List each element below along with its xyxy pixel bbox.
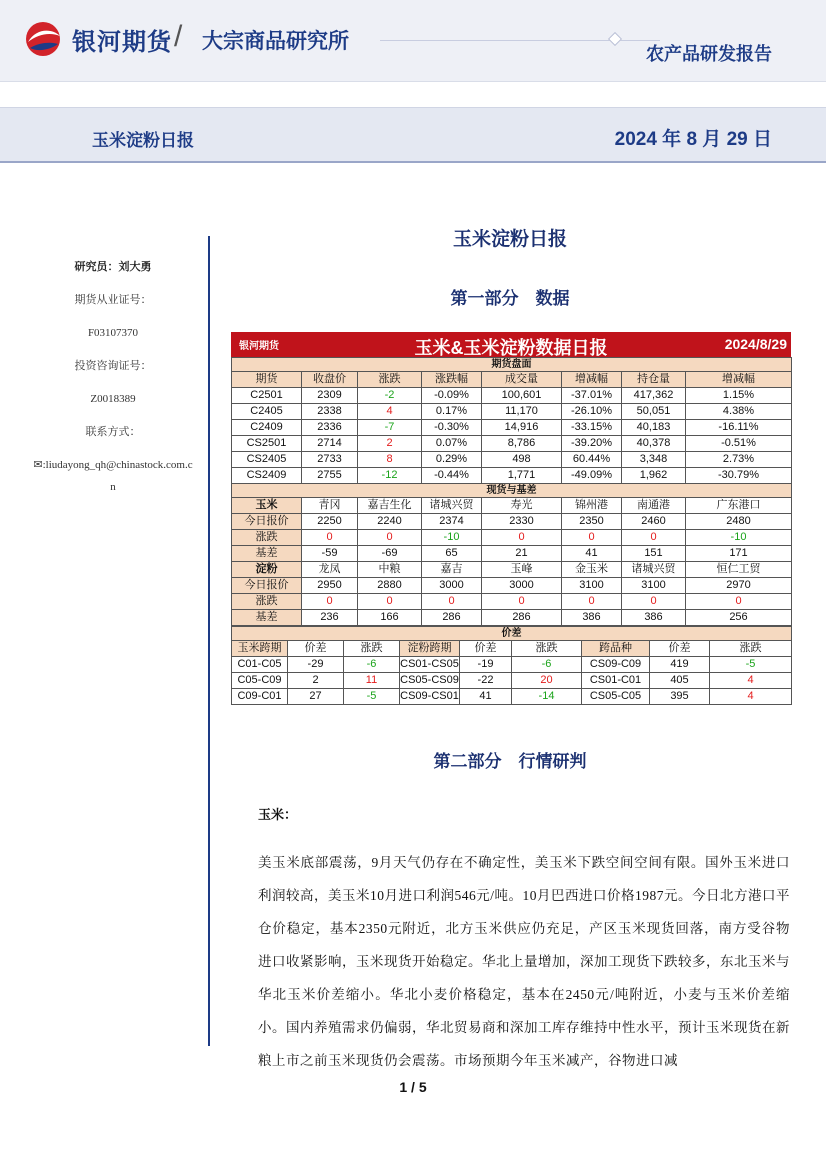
- column-header: 跨品种: [582, 641, 650, 657]
- table-cell: 0: [358, 530, 422, 546]
- table-cell: 166: [358, 610, 422, 626]
- table-cell: 2733: [302, 452, 358, 468]
- section-analysis-heading: 第二部分 行情研判: [433, 752, 587, 771]
- table-cell: 50,051: [622, 404, 686, 420]
- column-header: 增减幅: [562, 372, 622, 388]
- table-cell: 0: [422, 594, 482, 610]
- table-cell: 2338: [302, 404, 358, 420]
- table-cell: 386: [622, 610, 686, 626]
- table-cell: 2755: [302, 468, 358, 484]
- table-cell: 40,183: [622, 420, 686, 436]
- table-cell: 21: [482, 546, 562, 562]
- table-cell: 20: [512, 673, 582, 689]
- header-slash: /: [174, 20, 183, 53]
- section-data-heading: 第一部分 数据: [450, 289, 570, 308]
- table-cell: C2409: [232, 420, 302, 436]
- table-cell: 60.44%: [562, 452, 622, 468]
- table-row: [232, 530, 792, 546]
- column-header: 成交量: [482, 372, 562, 388]
- table-cell: 0.07%: [422, 436, 482, 452]
- section-label: 现货与基差: [232, 484, 792, 498]
- table-cell: 14,916: [482, 420, 562, 436]
- table-cell: 40,378: [622, 436, 686, 452]
- table-row: [232, 610, 792, 626]
- doc-title: 玉米淀粉日报: [92, 131, 194, 150]
- table-cell: 2250: [302, 514, 358, 530]
- column-header: 价差: [650, 641, 710, 657]
- doc-date: 2024 年 8 月 29 日: [614, 129, 772, 150]
- row-label: 淀粉: [232, 562, 302, 578]
- table-cell: 2970: [686, 578, 792, 594]
- table-cell: 1.15%: [686, 388, 792, 404]
- table-cell: CS2501: [232, 436, 302, 452]
- table-cell: 0: [302, 530, 358, 546]
- row-label: 今日报价: [232, 578, 302, 594]
- table-cell: 0: [302, 594, 358, 610]
- table-cell: 286: [482, 610, 562, 626]
- futures-section: [232, 358, 792, 626]
- table-cell: -14: [512, 689, 582, 705]
- analysis-paragraph: 美玉米底部震荡，9月天气仍存在不确定性，美玉米下跌空间空间有限。国外玉米进口利润较高，美玉米10月进口利润546元/吨。10月巴西进口价格1987元。今日北方港口平仓价稳定，基本2350元附近，北方玉米供应仍充足，产区玉米现货回落，南方受谷物进口收紧影响，玉米现货开始稳定。华北上量增加，深加工现货下跌较多，东北玉米与华北玉米价差缩小。华北小麦价格稳定，基本在2450元/吨附近，小麦与玉米价差缩小。国内养殖需求仍偏弱，华北贸易商和深加工库存维持中性水平，预计玉米现货在新粮上市之前玉米现货仍会震荡。市场预期今年玉米减产，谷物进口减: [258, 855, 790, 1068]
- title-band: [0, 107, 826, 163]
- contact-email-link[interactable]: ✉:liudayong_qh@chinastock.com.cn: [33, 459, 193, 493]
- corn-subheading: 玉米：: [258, 807, 298, 822]
- column-header: 涨跌: [710, 641, 792, 657]
- table-cell: 41: [562, 546, 622, 562]
- table-cell: -10: [686, 530, 792, 546]
- table-cell: -2: [358, 388, 422, 404]
- table-cell: 2240: [358, 514, 422, 530]
- table-cell: 0: [562, 530, 622, 546]
- header-row: [232, 641, 792, 657]
- table-cell: -6: [344, 657, 400, 673]
- row-label: 今日报价: [232, 514, 302, 530]
- table-cell: 11: [344, 673, 400, 689]
- table-cell: CS01-CS05: [400, 657, 460, 673]
- table-cell: -22: [460, 673, 512, 689]
- table-cell: -37.01%: [562, 388, 622, 404]
- row-label: 玉米: [232, 498, 302, 514]
- table-cell: 2330: [482, 514, 562, 530]
- table-cell: 3000: [482, 578, 562, 594]
- table-cell: CS09-CS01: [400, 689, 460, 705]
- table-cell: -7: [358, 420, 422, 436]
- table-cell: 诸城兴贸: [622, 562, 686, 578]
- table-cell: 南通港: [622, 498, 686, 514]
- table-cell: C2501: [232, 388, 302, 404]
- table-cell: CS01-C01: [582, 673, 650, 689]
- table-cell: C05-C09: [232, 673, 288, 689]
- section-row: [232, 627, 792, 641]
- table-cell: 2714: [302, 436, 358, 452]
- table-cell: 2480: [686, 514, 792, 530]
- table-cell: 0: [622, 530, 686, 546]
- section-label: 价差: [232, 627, 792, 641]
- table-cell: 寿光: [482, 498, 562, 514]
- table-row: [232, 562, 792, 578]
- license-number: F03107370: [87, 327, 139, 339]
- table-cell: 2880: [358, 578, 422, 594]
- table-cell: 3000: [422, 578, 482, 594]
- institute-name: 大宗商品研究所: [202, 30, 349, 53]
- spread-section: [232, 627, 792, 705]
- table-cell: 中粮: [358, 562, 422, 578]
- column-header: 涨跌: [512, 641, 582, 657]
- table-cell: 27: [288, 689, 344, 705]
- logo-text: 银河期货: [72, 29, 172, 56]
- table-cell: 8,786: [482, 436, 562, 452]
- table-cell: 41: [460, 689, 512, 705]
- table-cell: 2336: [302, 420, 358, 436]
- table-cell: -5: [344, 689, 400, 705]
- column-header: 淀粉跨期: [400, 641, 460, 657]
- table-cell: 2374: [422, 514, 482, 530]
- table-row: [232, 673, 792, 689]
- table-cell: 100,601: [482, 388, 562, 404]
- table-row: [232, 594, 792, 610]
- table-cell: 嘉吉: [422, 562, 482, 578]
- table-cell: 65: [422, 546, 482, 562]
- table-cell: CS09-C09: [582, 657, 650, 673]
- table-cell: 2309: [302, 388, 358, 404]
- table-cell: 0.29%: [422, 452, 482, 468]
- table-cell: 8: [358, 452, 422, 468]
- row-label: 基差: [232, 546, 302, 562]
- column-header: 增减幅: [686, 372, 792, 388]
- section-label: 期货盘面: [232, 358, 792, 372]
- table-cell: 419: [650, 657, 710, 673]
- table-row: [232, 468, 792, 484]
- table-cell: 锦州港: [562, 498, 622, 514]
- banner-logo: 银河期货: [239, 341, 279, 352]
- table-cell: -19: [460, 657, 512, 673]
- table-cell: C01-C05: [232, 657, 288, 673]
- row-label: 基差: [232, 610, 302, 626]
- table-cell: 11,170: [482, 404, 562, 420]
- header-row: [232, 372, 792, 388]
- row-label: 涨跌: [232, 530, 302, 546]
- table-row: [232, 436, 792, 452]
- table-cell: 0: [622, 594, 686, 610]
- page-number: 1 / 5: [399, 1079, 427, 1095]
- table-cell: 2: [358, 436, 422, 452]
- column-header: 价差: [288, 641, 344, 657]
- table-cell: 广东港口: [686, 498, 792, 514]
- table-cell: 236: [302, 610, 358, 626]
- contact-label: 联系方式：: [85, 426, 141, 438]
- table-cell: 玉峰: [482, 562, 562, 578]
- table-cell: 3100: [622, 578, 686, 594]
- banner-title: 玉米&玉米淀粉数据日报: [414, 338, 608, 358]
- table-cell: 0: [358, 594, 422, 610]
- table-cell: 286: [422, 610, 482, 626]
- table-cell: 3100: [562, 578, 622, 594]
- table-cell: 恒仁工贸: [686, 562, 792, 578]
- table-cell: -16.11%: [686, 420, 792, 436]
- section-row: [232, 484, 792, 498]
- table-cell: 405: [650, 673, 710, 689]
- table-cell: 1,962: [622, 468, 686, 484]
- table-cell: 2460: [622, 514, 686, 530]
- table-cell: 4: [358, 404, 422, 420]
- table-row: [232, 498, 792, 514]
- table-cell: 4: [710, 673, 792, 689]
- table-cell: -30.79%: [686, 468, 792, 484]
- table-cell: 诸城兴贸: [422, 498, 482, 514]
- table-row: [232, 452, 792, 468]
- table-cell: 2: [288, 673, 344, 689]
- table-cell: 256: [686, 610, 792, 626]
- report-type: 农产品研发报告: [646, 44, 772, 64]
- table-row: [232, 420, 792, 436]
- table-row: [232, 657, 792, 673]
- table-row: [232, 578, 792, 594]
- table-cell: 2.73%: [686, 452, 792, 468]
- table-cell: -0.44%: [422, 468, 482, 484]
- column-header: 收盘价: [302, 372, 358, 388]
- table-row: [232, 546, 792, 562]
- table-cell: -39.20%: [562, 436, 622, 452]
- table-cell: -59: [302, 546, 358, 562]
- table-cell: 4.38%: [686, 404, 792, 420]
- analyst-sidebar: [28, 256, 198, 498]
- table-cell: 4: [710, 689, 792, 705]
- table-cell: C2405: [232, 404, 302, 420]
- table-cell: -29: [288, 657, 344, 673]
- table-cell: 417,362: [622, 388, 686, 404]
- consult-number: Z0018389: [90, 393, 136, 405]
- table-cell: -0.30%: [422, 420, 482, 436]
- table-cell: 1,771: [482, 468, 562, 484]
- top-header: [0, 0, 826, 82]
- table-cell: 151: [622, 546, 686, 562]
- column-header: 玉米跨期: [232, 641, 288, 657]
- table-cell: -6: [512, 657, 582, 673]
- table-cell: -5: [710, 657, 792, 673]
- table-cell: -10: [422, 530, 482, 546]
- table-cell: -0.51%: [686, 436, 792, 452]
- table-cell: 498: [482, 452, 562, 468]
- table-banner: [231, 332, 791, 357]
- header-diamond-ornament: [608, 32, 622, 46]
- table-cell: -26.10%: [562, 404, 622, 420]
- column-header: 价差: [460, 641, 512, 657]
- table-cell: 龙凤: [302, 562, 358, 578]
- table-cell: 2350: [562, 514, 622, 530]
- column-header: 涨跌: [358, 372, 422, 388]
- table-cell: 3,348: [622, 452, 686, 468]
- table-row: [232, 689, 792, 705]
- table-cell: 0: [482, 530, 562, 546]
- table-cell: C09-C01: [232, 689, 288, 705]
- consult-label: 投资咨询证号：: [74, 360, 152, 372]
- column-header: 期货: [232, 372, 302, 388]
- table-cell: 2950: [302, 578, 358, 594]
- table-cell: -33.15%: [562, 420, 622, 436]
- banner-date: 2024/8/29: [724, 336, 787, 352]
- data-grid: [231, 357, 792, 626]
- table-row: [232, 404, 792, 420]
- researcher-name: 研究员：刘大勇: [74, 261, 152, 273]
- table-cell: CS05-C05: [582, 689, 650, 705]
- table-cell: 0: [562, 594, 622, 610]
- table-cell: 171: [686, 546, 792, 562]
- row-label: 涨跌: [232, 594, 302, 610]
- table-cell: CS2409: [232, 468, 302, 484]
- main-title: 玉米淀粉日报: [452, 229, 567, 250]
- table-cell: -69: [358, 546, 422, 562]
- sidebar-divider: [208, 236, 210, 1046]
- table-cell: -0.09%: [422, 388, 482, 404]
- table-cell: 青冈: [302, 498, 358, 514]
- table-cell: CS2405: [232, 452, 302, 468]
- spread-grid: [231, 626, 792, 705]
- table-cell: 嘉吉生化: [358, 498, 422, 514]
- table-cell: CS05-CS09: [400, 673, 460, 689]
- table-row: [232, 514, 792, 530]
- table-cell: 0.17%: [422, 404, 482, 420]
- table-cell: 0: [482, 594, 562, 610]
- column-header: 涨跌: [344, 641, 400, 657]
- table-cell: -49.09%: [562, 468, 622, 484]
- table-cell: 395: [650, 689, 710, 705]
- table-cell: 0: [686, 594, 792, 610]
- table-cell: 386: [562, 610, 622, 626]
- data-report-table: [231, 332, 791, 705]
- table-row: [232, 388, 792, 404]
- license-label: 期货从业证号：: [74, 294, 152, 306]
- column-header: 涨跌幅: [422, 372, 482, 388]
- galaxy-logo-icon: [22, 20, 64, 58]
- table-cell: -12: [358, 468, 422, 484]
- table-cell: 金玉米: [562, 562, 622, 578]
- column-header: 持仓量: [622, 372, 686, 388]
